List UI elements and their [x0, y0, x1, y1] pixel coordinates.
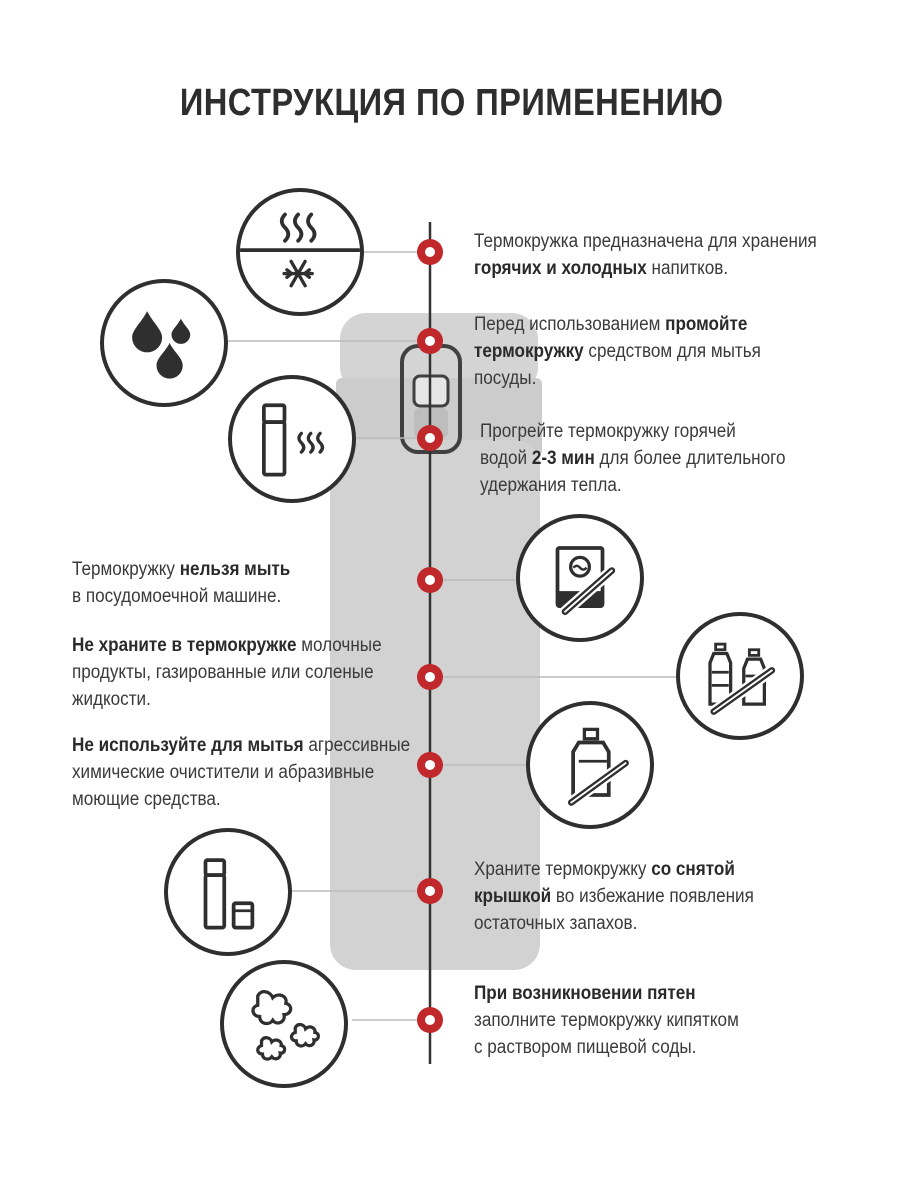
marker-6 — [417, 752, 443, 778]
marker-2 — [417, 328, 443, 354]
stains-icon — [220, 960, 348, 1088]
water-drops-icon — [100, 279, 228, 407]
no-bottles-icon — [676, 612, 804, 740]
marker-4 — [417, 567, 443, 593]
instruction-text-stains: При возникновении пятен заполните термокружку кипятком с раствором пищевой соды. — [474, 983, 739, 1058]
instruction-text-store-lid-off: Храните термокружку со снятой крышкой во избежание появления остаточных запахов. — [474, 859, 754, 934]
page-title: ИНСТРУКЦИЯ ПО ПРИМЕНЕНИЮ — [179, 82, 724, 124]
instruction-text-preheat: Прогрейте термокружку горячей водой 2-3 мин для более длительного удержания тепла. — [480, 421, 786, 496]
instruction-text-hot-cold: Термокружка предназначена для хранения горячих и холодных напитков. — [474, 231, 817, 279]
thermos-heat-icon — [228, 375, 356, 503]
hot-cold-icon — [236, 188, 364, 316]
no-detergent-icon — [526, 701, 654, 829]
marker-1 — [417, 239, 443, 265]
marker-8 — [417, 1007, 443, 1033]
marker-7 — [417, 878, 443, 904]
instruction-text-wash-before-use: Перед использованием промойте термокружку средством для мытья посуды. — [474, 314, 761, 389]
thermos-lid-off-icon — [164, 828, 292, 956]
instruction-text-no-dishwasher: Термокружку нельзя мыть в посудомоечной машине. — [72, 559, 291, 607]
instruction-text-no-aggressive-cleaners: Не используйте для мытья агрессивные химические очистители и абразивные моющие средства. — [72, 735, 411, 810]
instruction-text-no-storage: Не храните в термокружке молочные продукты, газированные или соленые жидкости. — [72, 635, 382, 710]
marker-3 — [417, 425, 443, 451]
no-dishwasher-icon — [516, 514, 644, 642]
marker-5 — [417, 664, 443, 690]
